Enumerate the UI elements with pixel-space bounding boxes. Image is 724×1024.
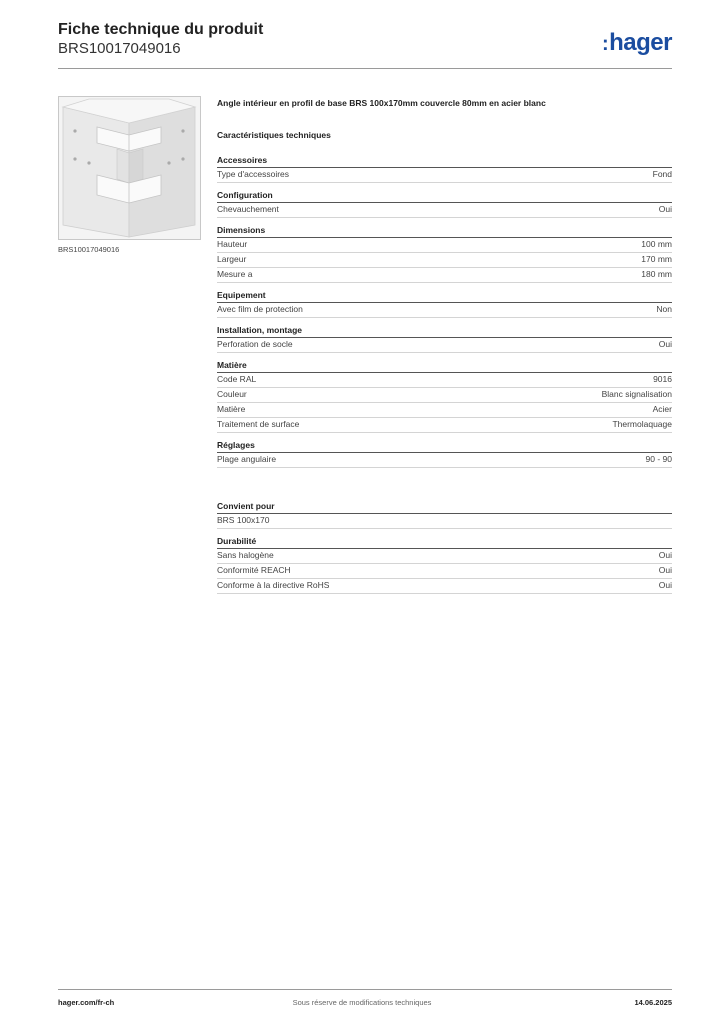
spec-row [217, 238, 672, 253]
spec-row [217, 453, 672, 468]
spec-row [217, 564, 672, 579]
spec-group [217, 289, 672, 318]
spec-sheet [217, 97, 672, 600]
spec-label: BRS 100x170 [217, 515, 270, 525]
spec-row [217, 388, 672, 403]
spec-value: Fond [652, 169, 672, 179]
spec-value: Thermolaquage [612, 419, 672, 429]
spec-row [217, 303, 672, 318]
extra-spec-groups [217, 500, 672, 594]
spec-row [217, 549, 672, 564]
spec-group [217, 224, 672, 283]
spec-value: Blanc signalisation [601, 389, 672, 399]
spec-group [217, 500, 672, 529]
spec-label: Plage angulaire [217, 454, 277, 464]
spec-label: Type d'accessoires [217, 169, 290, 179]
spec-group [217, 359, 672, 433]
image-caption: BRS10017049016 [58, 245, 120, 254]
spec-label: Code RAL [217, 374, 257, 384]
spec-group-title: Dimensions [217, 224, 672, 238]
footer-website[interactable]: hager.com/fr-ch [58, 998, 115, 1007]
spec-value: Oui [658, 339, 672, 349]
spec-row [217, 373, 672, 388]
spec-label: Conforme à la directive RoHS [217, 580, 330, 590]
spec-group-title: Installation, montage [217, 324, 672, 338]
spec-value: 90 - 90 [645, 454, 672, 464]
spec-label: Largeur [217, 254, 247, 264]
spec-group [217, 189, 672, 218]
spec-group-title: Convient pour [217, 500, 672, 514]
spec-row [217, 403, 672, 418]
spec-label: Couleur [217, 389, 247, 399]
spec-value: Oui [658, 565, 672, 575]
product-description: Angle intérieur en profil de base BRS 100x170mm couvercle 80mm en acier blanc [217, 98, 546, 108]
spec-row [217, 418, 672, 433]
footer-divider [58, 989, 672, 990]
spec-label: Perforation de socle [217, 339, 293, 349]
spec-label: Avec film de protection [217, 304, 303, 314]
spec-label: Traitement de surface [217, 419, 300, 429]
header-divider [58, 68, 672, 69]
spec-row [217, 253, 672, 268]
spec-value: Oui [658, 204, 672, 214]
logo-text: hager [609, 29, 672, 56]
footer-date: 14.06.2025 [634, 998, 672, 1007]
spec-label: Mesure a [217, 269, 253, 279]
spec-label: Matière [217, 404, 246, 414]
spec-row [217, 268, 672, 283]
spec-label: Sans halogène [217, 550, 274, 560]
product-reference: BRS10017049016 [58, 40, 181, 57]
product-image [58, 96, 201, 240]
spec-group-title: Matière [217, 359, 672, 373]
spec-group [217, 535, 672, 594]
spec-label: Hauteur [217, 239, 248, 249]
spec-value: 9016 [653, 374, 672, 384]
spec-row [217, 579, 672, 594]
spec-row [217, 168, 672, 183]
spec-group [217, 324, 672, 353]
inner-corner-icon [59, 97, 200, 239]
spec-value: Acier [652, 404, 672, 414]
footer-notice: Sous réserve de modifications techniques [292, 998, 432, 1007]
spec-row [217, 338, 672, 353]
spec-value: Non [656, 304, 672, 314]
spec-row [217, 203, 672, 218]
spec-groups [217, 154, 672, 468]
spec-label: Conformité REACH [217, 565, 291, 575]
spec-group [217, 154, 672, 183]
spec-value: 100 mm [641, 239, 672, 249]
spec-label: Chevauchement [217, 204, 279, 214]
spec-group-title: Réglages [217, 439, 672, 453]
spec-group-title: Equipement [217, 289, 672, 303]
spec-value: 170 mm [641, 254, 672, 264]
spec-value: Oui [658, 580, 672, 590]
spec-value: 180 mm [641, 269, 672, 279]
spec-group [217, 439, 672, 468]
logo-dots-icon: : [601, 33, 609, 55]
spec-value: Oui [658, 550, 672, 560]
spec-group-title: Accessoires [217, 154, 672, 168]
hager-logo [602, 29, 672, 57]
page-title: Fiche technique du produit [58, 21, 264, 38]
spec-group-title: Configuration [217, 189, 672, 203]
spec-group-title: Durabilité [217, 535, 672, 549]
spec-row [217, 514, 672, 529]
section-spacer [217, 474, 672, 500]
specs-heading: Caractéristiques techniques [217, 130, 331, 140]
